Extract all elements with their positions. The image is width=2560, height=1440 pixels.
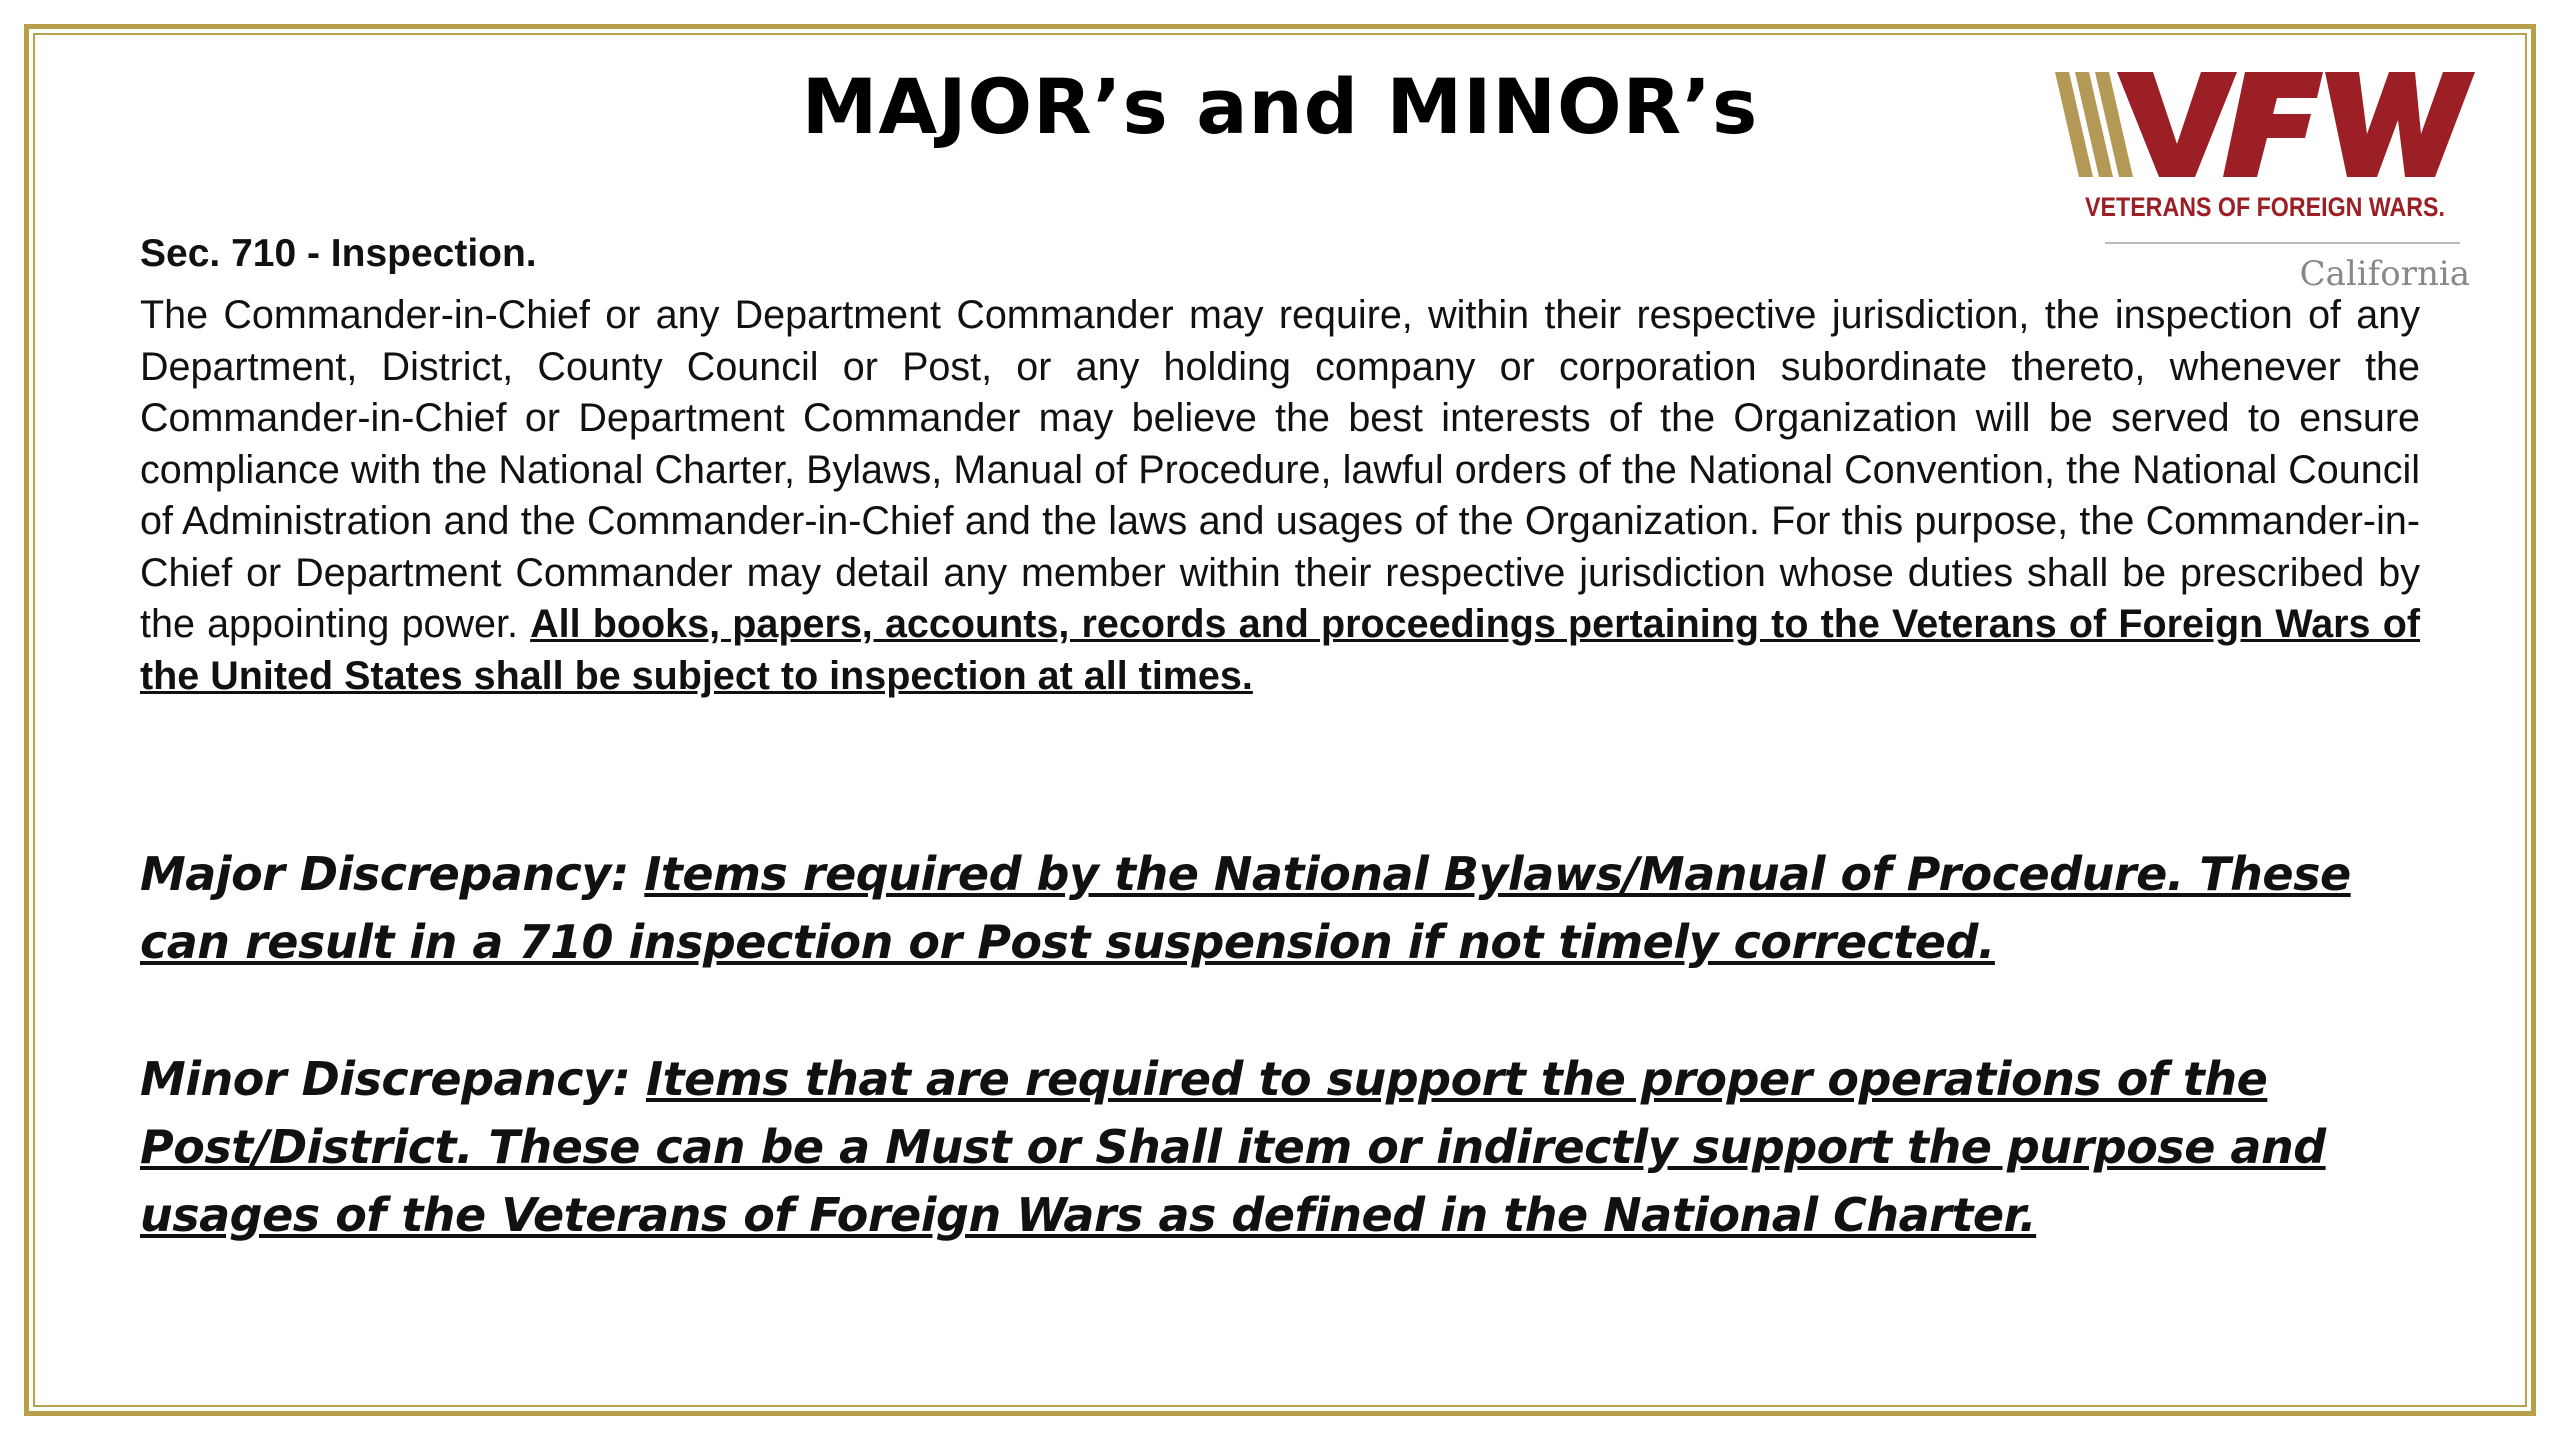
logo-tagline: VETERANS OF FOREIGN WARS.: [2085, 192, 2445, 222]
section-body: [140, 290, 2420, 702]
logo-state: California: [2299, 254, 2470, 294]
vfw-wordmark-icon: [2055, 72, 2475, 187]
major-label: Major Discrepancy:: [140, 847, 629, 901]
minor-description: Items that are required to support the proper operations of the Post/District. These can be a Must or Shall item or indirectly support the purpose and usages of the Veterans of Foreign Wars as defined in the National Charter.: [140, 1052, 2326, 1242]
minor-label: Minor Discrepancy:: [140, 1052, 631, 1106]
section-emphasis: All books, papers, accounts, records and proceedings pertaining to the Veterans of Foreign Wars of the United States shall be subject to inspection at all times.: [140, 602, 2420, 698]
section-body-text: The Commander-in-Chief or any Department Commander may require, within their respective jurisdiction, the inspection of any Department, District, County Council or Post, or any holding company or corporation subordinate thereto, whenever the Commander-in-Chief or Department Commander may believe the best interests of the Organization will be served to ensure compliance with the National Charter, Bylaws, Manual of Procedure, lawful orders of the National Convention, the National Council of Administration and the Commander-in-Chief and the laws and usages of the Organization. For this purpose, the Commander-in-Chief or Department Commander may detail any member within their respective jurisdiction whose duties shall be prescribed by the appointing power.: [140, 293, 2420, 646]
minor-discrepancy: [140, 1045, 2430, 1249]
slide-title: MAJOR’s and MINOR’s: [801, 62, 1759, 151]
major-description: Items required by the National Bylaws/Manual of Procedure. These can result in a 710 inspection or Post suspension if not timely corrected.: [140, 847, 2351, 969]
major-discrepancy: [140, 840, 2430, 976]
section-heading: Sec. 710 - Inspection.: [140, 232, 537, 275]
